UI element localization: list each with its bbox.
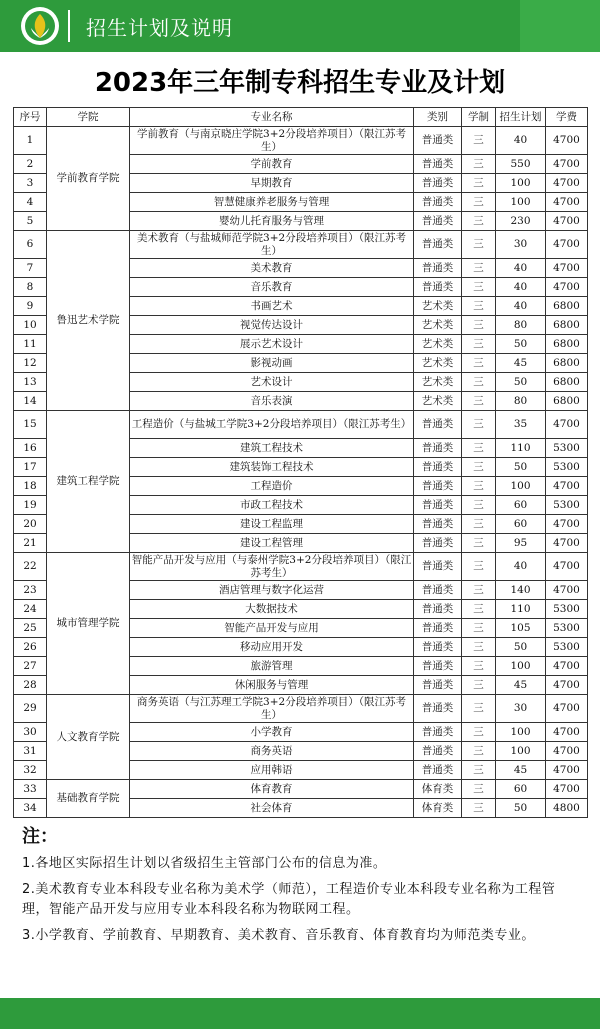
major-name-cell: 社会体育 — [130, 799, 414, 818]
major-name-cell: 智慧健康养老服务与管理 — [130, 193, 414, 212]
enrollment-plan-cell: 110 — [496, 600, 546, 619]
category-cell: 普通类 — [414, 581, 462, 600]
category-cell: 普通类 — [414, 723, 462, 742]
category-cell: 普通类 — [414, 439, 462, 458]
major-name-cell: 展示艺术设计 — [130, 335, 414, 354]
major-name-cell: 建筑工程技术 — [130, 439, 414, 458]
category-cell: 普通类 — [414, 411, 462, 439]
duration-cell: 三 — [462, 411, 496, 439]
row-number-cell: 17 — [14, 458, 47, 477]
row-number-cell: 25 — [14, 619, 47, 638]
category-cell: 普通类 — [414, 127, 462, 155]
tuition-cell: 4700 — [546, 411, 588, 439]
column-header: 学院 — [47, 108, 130, 127]
column-header: 学费 — [546, 108, 588, 127]
footer-bar — [0, 998, 600, 1029]
row-number-cell: 24 — [14, 600, 47, 619]
enrollment-plan-cell: 100 — [496, 742, 546, 761]
category-cell: 普通类 — [414, 259, 462, 278]
major-name-cell: 早期教育 — [130, 174, 414, 193]
college-cell: 学前教育学院 — [47, 127, 130, 231]
college-cell: 建筑工程学院 — [47, 411, 130, 553]
major-name-cell: 智能产品开发与应用 — [130, 619, 414, 638]
duration-cell: 三 — [462, 155, 496, 174]
duration-cell: 三 — [462, 553, 496, 581]
row-number-cell: 15 — [14, 411, 47, 439]
tuition-cell: 5300 — [546, 638, 588, 657]
major-name-cell: 建设工程监理 — [130, 515, 414, 534]
row-number-cell: 7 — [14, 259, 47, 278]
row-number-cell: 4 — [14, 193, 47, 212]
enrollment-plan-cell: 40 — [496, 278, 546, 297]
column-header: 招生计划 — [496, 108, 546, 127]
category-cell: 普通类 — [414, 619, 462, 638]
duration-cell: 三 — [462, 297, 496, 316]
row-number-cell: 34 — [14, 799, 47, 818]
enrollment-plan-table — [13, 107, 588, 818]
major-name-cell: 音乐教育 — [130, 278, 414, 297]
major-name-cell: 美术教育 — [130, 259, 414, 278]
enrollment-plan-cell: 100 — [496, 193, 546, 212]
duration-cell: 三 — [462, 780, 496, 799]
category-cell: 普通类 — [414, 515, 462, 534]
row-number-cell: 18 — [14, 477, 47, 496]
tuition-cell: 6800 — [546, 354, 588, 373]
duration-cell: 三 — [462, 657, 496, 676]
major-name-cell: 学前教育（与南京晓庄学院3+2分段培养项目）（限江苏考生） — [130, 127, 414, 155]
tuition-cell: 4800 — [546, 799, 588, 818]
enrollment-plan-cell: 105 — [496, 619, 546, 638]
tuition-cell: 4700 — [546, 278, 588, 297]
college-cell: 人文教育学院 — [47, 695, 130, 780]
major-name-cell: 小学教育 — [130, 723, 414, 742]
major-name-cell: 影视动画 — [130, 354, 414, 373]
enrollment-plan-cell: 50 — [496, 373, 546, 392]
enrollment-plan-cell: 230 — [496, 212, 546, 231]
row-number-cell: 31 — [14, 742, 47, 761]
category-cell: 普通类 — [414, 212, 462, 231]
tuition-cell: 6800 — [546, 392, 588, 411]
tuition-cell: 4700 — [546, 553, 588, 581]
duration-cell: 三 — [462, 496, 496, 515]
enrollment-plan-cell: 50 — [496, 458, 546, 477]
table-body — [14, 127, 588, 818]
tuition-cell: 5300 — [546, 600, 588, 619]
duration-cell: 三 — [462, 212, 496, 231]
category-cell: 普通类 — [414, 742, 462, 761]
duration-cell: 三 — [462, 515, 496, 534]
major-name-cell: 移动应用开发 — [130, 638, 414, 657]
row-number-cell: 11 — [14, 335, 47, 354]
category-cell: 普通类 — [414, 458, 462, 477]
row-number-cell: 27 — [14, 657, 47, 676]
tuition-cell: 4700 — [546, 212, 588, 231]
category-cell: 普通类 — [414, 155, 462, 174]
category-cell: 体育类 — [414, 799, 462, 818]
enrollment-plan-cell: 550 — [496, 155, 546, 174]
page-title: 2023年三年制专科招生专业及计划 — [94, 68, 506, 98]
note-item: 3.小学教育、学前教育、早期教育、美术教育、音乐教育、体育教育均为师范类专业。 — [22, 928, 535, 943]
major-name-cell: 市政工程技术 — [130, 496, 414, 515]
enrollment-plan-cell: 50 — [496, 799, 546, 818]
enrollment-plan-cell: 80 — [496, 392, 546, 411]
category-cell: 艺术类 — [414, 316, 462, 335]
tuition-cell: 5300 — [546, 439, 588, 458]
tuition-cell: 4700 — [546, 676, 588, 695]
category-cell: 普通类 — [414, 278, 462, 297]
tuition-cell: 4700 — [546, 127, 588, 155]
notes-title: 注： — [22, 826, 58, 847]
enrollment-plan-cell: 40 — [496, 259, 546, 278]
category-cell: 体育类 — [414, 780, 462, 799]
row-number-cell: 28 — [14, 676, 47, 695]
major-name-cell: 旅游管理 — [130, 657, 414, 676]
tuition-cell: 4700 — [546, 761, 588, 780]
enrollment-plan-cell: 110 — [496, 439, 546, 458]
enrollment-plan-cell: 40 — [496, 297, 546, 316]
tuition-cell: 6800 — [546, 297, 588, 316]
row-number-cell: 33 — [14, 780, 47, 799]
major-name-cell: 商务英语 — [130, 742, 414, 761]
major-name-cell: 体育教育 — [130, 780, 414, 799]
row-number-cell: 26 — [14, 638, 47, 657]
major-name-cell: 书画艺术 — [130, 297, 414, 316]
duration-cell: 三 — [462, 619, 496, 638]
major-name-cell: 视觉传达设计 — [130, 316, 414, 335]
tuition-cell: 4700 — [546, 155, 588, 174]
enrollment-plan-cell: 30 — [496, 695, 546, 723]
duration-cell: 三 — [462, 335, 496, 354]
major-name-cell: 酒店管理与数字化运营 — [130, 581, 414, 600]
table-row — [14, 780, 588, 799]
category-cell: 普通类 — [414, 638, 462, 657]
category-cell: 普通类 — [414, 193, 462, 212]
tuition-cell: 4700 — [546, 581, 588, 600]
row-number-cell: 10 — [14, 316, 47, 335]
enrollment-plan-cell: 45 — [496, 354, 546, 373]
major-name-cell: 建筑装饰工程技术 — [130, 458, 414, 477]
duration-cell: 三 — [462, 799, 496, 818]
table-row — [14, 411, 588, 439]
category-cell: 艺术类 — [414, 335, 462, 354]
tuition-cell: 6800 — [546, 373, 588, 392]
category-cell: 普通类 — [414, 477, 462, 496]
duration-cell: 三 — [462, 600, 496, 619]
major-name-cell: 音乐表演 — [130, 392, 414, 411]
major-name-cell: 大数据技术 — [130, 600, 414, 619]
duration-cell: 三 — [462, 354, 496, 373]
enrollment-plan-cell: 45 — [496, 676, 546, 695]
category-cell: 艺术类 — [414, 392, 462, 411]
duration-cell: 三 — [462, 259, 496, 278]
enrollment-plan-cell: 50 — [496, 335, 546, 354]
major-name-cell: 智能产品开发与应用（与泰州学院3+2分段培养项目）（限江苏考生） — [130, 553, 414, 581]
table-row — [14, 231, 588, 259]
enrollment-plan-cell: 45 — [496, 761, 546, 780]
category-cell: 普通类 — [414, 231, 462, 259]
header-title: 招生计划及说明 — [86, 16, 233, 40]
category-cell: 艺术类 — [414, 297, 462, 316]
duration-cell: 三 — [462, 761, 496, 780]
tuition-cell: 4700 — [546, 534, 588, 553]
duration-cell: 三 — [462, 174, 496, 193]
row-number-cell: 3 — [14, 174, 47, 193]
enrollment-plan-cell: 40 — [496, 127, 546, 155]
major-name-cell: 美术教育（与盐城师范学院3+2分段培养项目）（限江苏考生） — [130, 231, 414, 259]
enrollment-plan-cell: 60 — [496, 515, 546, 534]
category-cell: 普通类 — [414, 761, 462, 780]
enrollment-plan-cell: 140 — [496, 581, 546, 600]
tuition-cell: 4700 — [546, 193, 588, 212]
duration-cell: 三 — [462, 439, 496, 458]
college-cell: 城市管理学院 — [47, 553, 130, 695]
duration-cell: 三 — [462, 742, 496, 761]
tuition-cell: 6800 — [546, 316, 588, 335]
note-item: 1.各地区实际招生计划以省级招生主管部门公布的信息为准。 — [22, 856, 387, 871]
duration-cell: 三 — [462, 392, 496, 411]
table-row — [14, 695, 588, 723]
college-cell: 鲁迅艺术学院 — [47, 231, 130, 411]
column-header: 类别 — [414, 108, 462, 127]
duration-cell: 三 — [462, 278, 496, 297]
header-divider — [68, 10, 70, 42]
duration-cell: 三 — [462, 458, 496, 477]
tuition-cell: 4700 — [546, 742, 588, 761]
row-number-cell: 30 — [14, 723, 47, 742]
category-cell: 普通类 — [414, 534, 462, 553]
row-number-cell: 9 — [14, 297, 47, 316]
header-accent — [520, 0, 600, 52]
tuition-cell: 6800 — [546, 335, 588, 354]
major-name-cell: 婴幼儿托育服务与管理 — [130, 212, 414, 231]
column-header: 序号 — [14, 108, 47, 127]
duration-cell: 三 — [462, 373, 496, 392]
row-number-cell: 1 — [14, 127, 47, 155]
row-number-cell: 29 — [14, 695, 47, 723]
school-logo-icon — [20, 6, 60, 46]
duration-cell: 三 — [462, 581, 496, 600]
note-item: 2.美术教育专业本科段专业名称为美术学（师范），工程造价专业本科段专业名称为工程管理，智能产品开发与应用专业本科段名称为物联网工程。 — [22, 882, 556, 917]
row-number-cell: 19 — [14, 496, 47, 515]
enrollment-plan-cell: 35 — [496, 411, 546, 439]
category-cell: 艺术类 — [414, 373, 462, 392]
enrollment-plan-cell: 95 — [496, 534, 546, 553]
major-name-cell: 商务英语（与江苏理工学院3+2分段培养项目）（限江苏考生） — [130, 695, 414, 723]
tuition-cell: 5300 — [546, 496, 588, 515]
row-number-cell: 22 — [14, 553, 47, 581]
major-name-cell: 建设工程管理 — [130, 534, 414, 553]
tuition-cell: 4700 — [546, 657, 588, 676]
tuition-cell: 4700 — [546, 174, 588, 193]
row-number-cell: 14 — [14, 392, 47, 411]
enrollment-plan-cell: 100 — [496, 477, 546, 496]
tuition-cell: 4700 — [546, 695, 588, 723]
tuition-cell: 4700 — [546, 723, 588, 742]
major-name-cell: 应用韩语 — [130, 761, 414, 780]
duration-cell: 三 — [462, 231, 496, 259]
category-cell: 普通类 — [414, 676, 462, 695]
category-cell: 普通类 — [414, 695, 462, 723]
tuition-cell: 4700 — [546, 477, 588, 496]
college-cell: 基础教育学院 — [47, 780, 130, 818]
tuition-cell: 4700 — [546, 231, 588, 259]
row-number-cell: 20 — [14, 515, 47, 534]
duration-cell: 三 — [462, 316, 496, 335]
enrollment-plan-cell: 30 — [496, 231, 546, 259]
tuition-cell: 4700 — [546, 515, 588, 534]
duration-cell: 三 — [462, 723, 496, 742]
major-name-cell: 艺术设计 — [130, 373, 414, 392]
category-cell: 艺术类 — [414, 354, 462, 373]
table-header-row — [14, 108, 588, 127]
tuition-cell: 5300 — [546, 619, 588, 638]
row-number-cell: 2 — [14, 155, 47, 174]
column-header: 学制 — [462, 108, 496, 127]
duration-cell: 三 — [462, 638, 496, 657]
enrollment-plan-cell: 60 — [496, 780, 546, 799]
major-name-cell: 工程造价（与盐城工学院3+2分段培养项目）（限江苏考生） — [130, 411, 414, 439]
row-number-cell: 21 — [14, 534, 47, 553]
row-number-cell: 12 — [14, 354, 47, 373]
category-cell: 普通类 — [414, 553, 462, 581]
enrollment-plan-cell: 100 — [496, 657, 546, 676]
major-name-cell: 学前教育 — [130, 155, 414, 174]
notes-section — [22, 822, 582, 952]
row-number-cell: 5 — [14, 212, 47, 231]
enrollment-plan-cell: 100 — [496, 723, 546, 742]
category-cell: 普通类 — [414, 496, 462, 515]
enrollment-plan-cell: 100 — [496, 174, 546, 193]
duration-cell: 三 — [462, 477, 496, 496]
row-number-cell: 6 — [14, 231, 47, 259]
enrollment-plan-cell: 60 — [496, 496, 546, 515]
header-bar — [0, 0, 600, 52]
duration-cell: 三 — [462, 127, 496, 155]
tuition-cell: 4700 — [546, 780, 588, 799]
column-header: 专业名称 — [130, 108, 414, 127]
category-cell: 普通类 — [414, 657, 462, 676]
duration-cell: 三 — [462, 193, 496, 212]
enrollment-plan-cell: 40 — [496, 553, 546, 581]
row-number-cell: 23 — [14, 581, 47, 600]
major-name-cell: 工程造价 — [130, 477, 414, 496]
duration-cell: 三 — [462, 695, 496, 723]
category-cell: 普通类 — [414, 174, 462, 193]
enrollment-plan-cell: 50 — [496, 638, 546, 657]
enrollment-plan-cell: 80 — [496, 316, 546, 335]
row-number-cell: 13 — [14, 373, 47, 392]
duration-cell: 三 — [462, 534, 496, 553]
table-row — [14, 553, 588, 581]
duration-cell: 三 — [462, 676, 496, 695]
row-number-cell: 8 — [14, 278, 47, 297]
row-number-cell: 16 — [14, 439, 47, 458]
tuition-cell: 5300 — [546, 458, 588, 477]
tuition-cell: 4700 — [546, 259, 588, 278]
row-number-cell: 32 — [14, 761, 47, 780]
category-cell: 普通类 — [414, 600, 462, 619]
major-name-cell: 休闲服务与管理 — [130, 676, 414, 695]
table-row — [14, 127, 588, 155]
